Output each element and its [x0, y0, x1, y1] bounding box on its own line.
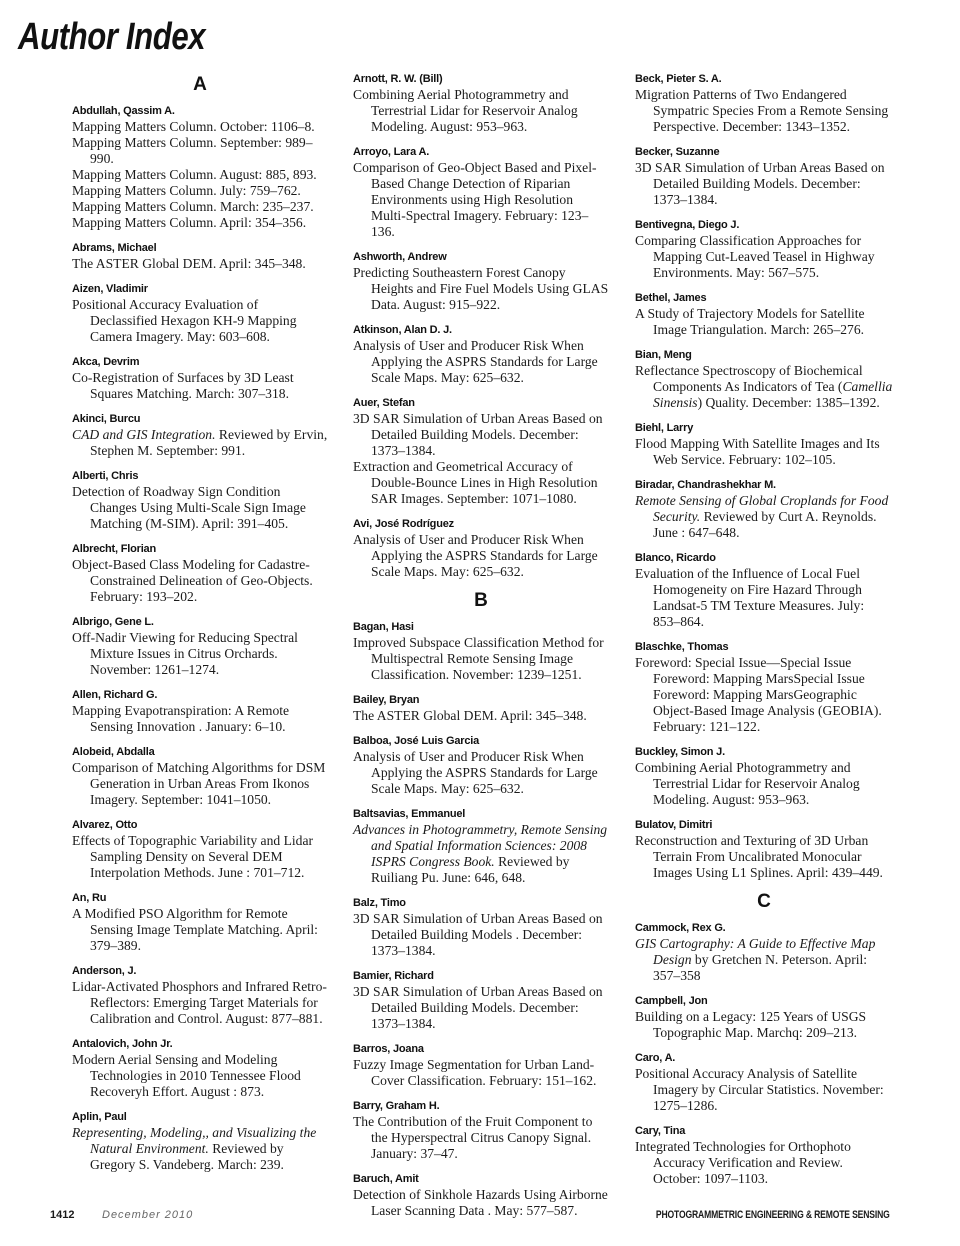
- article-citation: [353, 411, 609, 459]
- citation-text: Migration Patterns of Two Endangered Sympatric Species From a Remote Sensing Perspective. December: 1343–1352.: [635, 87, 889, 134]
- article-citation: [72, 630, 328, 678]
- issue-date: December 2010: [102, 1209, 194, 1221]
- citation-text: Reconstruction and Texturing of 3D Urban Terrain From Uncalibrated Monocular Images Using L1 Splines. April: 439–449.: [635, 833, 883, 880]
- citation-text: Positional Accuracy Analysis of Satellite Imagery by Circular Statistics. November: 1275–1286.: [635, 1066, 884, 1113]
- author-entry: [353, 250, 609, 313]
- author-name: Barry, Graham H.: [353, 1100, 440, 1112]
- author-entry: [635, 818, 893, 881]
- author-name: Biehl, Larry: [635, 422, 694, 434]
- citation-text: Improved Subspace Classification Method for Multispectral Remote Sensing Image Classification. November: 1239–1251.: [353, 635, 604, 682]
- index-column-2: [353, 72, 609, 1229]
- article-citation: [635, 436, 893, 468]
- page-number: 1412: [50, 1209, 75, 1221]
- citation-text: Comparison of Geo-Object Based and Pixel-Based Change Detection of Riparian Environments using High Resolution Multi-Spectral Imagery. February: 123–136.: [353, 160, 597, 239]
- journal-name: PHOTOGRAMMETRIC ENGINEERING & REMOTE SENSING: [656, 1209, 890, 1221]
- article-citation: [72, 703, 328, 735]
- citation-text: Lidar-Activated Phosphors and Infrared Retro-Reflectors: Emerging Target Materials for Calibration and Control. August: 877–881.: [72, 979, 327, 1026]
- author-name: Caro, A.: [635, 1052, 676, 1064]
- article-citation: [635, 936, 893, 984]
- author-name: Albrigo, Gene L.: [72, 616, 154, 628]
- article-citation: [635, 306, 893, 338]
- italic-title: Remote Sensing of Global Croplands for Food Security.: [635, 493, 889, 524]
- author-entry: [353, 145, 609, 240]
- author-name: Bethel, James: [635, 292, 707, 304]
- author-entry: [353, 620, 609, 683]
- italic-title: Advances in Photogrammetry, Remote Sensing and Spatial Information Sciences: 2008 ISPRS Congress Book.: [353, 822, 608, 869]
- author-name: Cary, Tina: [635, 1125, 686, 1137]
- citation-text: Positional Accuracy Evaluation of Declassified Hexagon KH-9 Mapping Camera Imagery. May: 603–608.: [72, 297, 297, 344]
- citation-text: 3D SAR Simulation of Urban Areas Based on Detailed Building Models. December: 1373–1384.: [353, 984, 603, 1031]
- author-entry: [72, 688, 328, 735]
- article-citation: [353, 1114, 609, 1162]
- author-name: Arnott, R. W. (Bill): [353, 73, 443, 85]
- author-entry: [635, 921, 893, 984]
- author-entry: [353, 1172, 609, 1219]
- author-name: Blaschke, Thomas: [635, 641, 729, 653]
- citation-text: Detection of Roadway Sign Condition Changes Using Multi-Scale Sign Image Matching (M-SIM). April: 391–405.: [72, 484, 306, 531]
- author-entry: [353, 734, 609, 797]
- citation-text: ) Quality. December: 1385–1392.: [697, 395, 880, 410]
- author-name: Akca, Devrim: [72, 356, 140, 368]
- italic-title: Camellia Sinensis: [653, 379, 893, 410]
- citation-text: Mapping Matters Column. September: 989–990.: [72, 135, 313, 166]
- article-citation: [353, 160, 609, 240]
- author-entry: [72, 282, 328, 345]
- author-entry: [353, 896, 609, 959]
- section-letter: B: [474, 590, 488, 611]
- author-name: Cammock, Rex G.: [635, 922, 726, 934]
- author-name: Atkinson, Alan D. J.: [353, 324, 452, 336]
- author-entry: [635, 1124, 893, 1187]
- author-name: Balz, Timo: [353, 897, 406, 909]
- article-citation: [353, 749, 609, 797]
- citation-text: Foreword: Special Issue—Special Issue Foreword: Mapping MarsSpecial Issue Foreword: Mapping MarsGeographic Object-Based Image Analysis (GEOBIA). February: 121–122.: [635, 655, 882, 734]
- italic-title: Representing, Modeling,, and Visualizing the Natural Environment.: [72, 1125, 317, 1156]
- article-citation: [353, 338, 609, 386]
- citation-text: by Gretchen N. Peterson. April: 357–358: [653, 952, 868, 983]
- citation-text: Analysis of User and Producer Risk When Applying the ASPRS Standards for Large Scale Maps. May: 625–632.: [353, 338, 598, 385]
- citation-text: Combining Aerial Photogrammetry and Terrestrial Lidar for Reservoir Analog Modeling. August: 953–963.: [353, 87, 578, 134]
- citation-text: Effects of Topographic Variability and Lidar Sampling Density on Several DEM Interpolation Methods. June : 701–712.: [72, 833, 314, 880]
- article-citation: [72, 135, 328, 167]
- citation-text: 3D SAR Simulation of Urban Areas Based on Detailed Building Models. December: 1373–1384.: [635, 160, 885, 207]
- author-entry: [635, 745, 893, 808]
- author-entry: [72, 964, 328, 1027]
- author-entry: [72, 615, 328, 678]
- citation-text: Reviewed by Gregory S. Vandeberg. March: 239.: [90, 1141, 284, 1172]
- author-entry: [635, 994, 893, 1041]
- citation-text: Fuzzy Image Segmentation for Urban Land-Cover Classification. February: 151–162.: [353, 1057, 597, 1088]
- article-citation: [635, 493, 893, 541]
- author-entry: [353, 517, 609, 580]
- article-citation: [353, 1057, 609, 1089]
- author-entry: [353, 1042, 609, 1089]
- author-entry: [353, 323, 609, 386]
- article-citation: [72, 484, 328, 532]
- article-citation: [353, 87, 609, 135]
- article-citation: [353, 265, 609, 313]
- author-entry: [72, 412, 328, 459]
- author-name: Aplin, Paul: [72, 1111, 127, 1123]
- author-entry: [72, 891, 328, 954]
- author-entry: [635, 291, 893, 338]
- author-name: Beck, Pieter S. A.: [635, 73, 722, 85]
- italic-title: GIS Cartography: A Guide to Effective Map Design: [635, 936, 876, 967]
- article-citation: [635, 363, 893, 411]
- author-name: Antalovich, John Jr.: [72, 1038, 173, 1050]
- author-name: Alberti, Chris: [72, 470, 139, 482]
- citation-text: Reviewed by Curt A. Reynolds. June : 647–648.: [653, 509, 877, 540]
- citation-text: Extraction and Geometrical Accuracy of Double-Bounce Lines in High Resolution SAR Images. September: 1071–1080.: [353, 459, 598, 506]
- citation-text: 3D SAR Simulation of Urban Areas Based on Detailed Building Models . December: 1373–1384.: [353, 911, 603, 958]
- citation-text: Mapping Matters Column. August: 885, 893.: [72, 167, 317, 182]
- article-citation: [635, 655, 893, 735]
- author-entry: [635, 640, 893, 735]
- citation-text: Mapping Evapotranspiration: A Remote Sensing Innovation . January: 6–10.: [72, 703, 290, 734]
- author-name: Bailey, Bryan: [353, 694, 420, 706]
- author-name: Ashworth, Andrew: [353, 251, 447, 263]
- citation-text: Off-Nadir Viewing for Reducing Spectral Mixture Issues in Citrus Orchards. November: 1261–1274.: [72, 630, 298, 677]
- author-name: Blanco, Ricardo: [635, 552, 716, 564]
- article-citation: [353, 1187, 609, 1219]
- citation-text: Co-Registration of Surfaces by 3D Least Squares Matching. March: 307–318.: [72, 370, 294, 401]
- author-name: Campbell, Jon: [635, 995, 708, 1007]
- article-citation: [353, 532, 609, 580]
- article-citation: [353, 911, 609, 959]
- citation-text: Mapping Matters Column. October: 1106–8.: [72, 119, 315, 134]
- citation-text: Reviewed by Ruiliang Pu. June: 646, 648.: [371, 854, 570, 885]
- citation-text: A Modified PSO Algorithm for Remote Sensing Image Template Matching. April: 379–389.: [72, 906, 318, 953]
- citation-text: Building on a Legacy: 125 Years of USGS Topographic Map. Marchq: 209–213.: [635, 1009, 867, 1040]
- citation-text: Reflectance Spectroscopy of Biochemical Components As Indicators of Tea (: [635, 363, 863, 394]
- citation-text: The ASTER Global DEM. April: 345–348.: [353, 708, 587, 723]
- author-name: Alvarez, Otto: [72, 819, 138, 831]
- author-name: Arroyo, Lara A.: [353, 146, 430, 158]
- article-citation: [635, 1139, 893, 1187]
- author-name: Avi, José Rodríguez: [353, 518, 454, 530]
- author-name: Baruch, Amit: [353, 1173, 419, 1185]
- index-column-3: [635, 72, 893, 1197]
- article-citation: [72, 1125, 328, 1173]
- index-column-1: [72, 72, 328, 1183]
- article-citation: [353, 635, 609, 683]
- author-name: An, Ru: [72, 892, 107, 904]
- author-entry: [353, 72, 609, 135]
- author-entry: [635, 1051, 893, 1114]
- article-citation: [72, 215, 328, 231]
- author-entry: [635, 145, 893, 208]
- citation-text: Comparing Classification Approaches for Mapping Cut-Leaved Teasel in Highway Environments. May: 567–575.: [635, 233, 875, 280]
- article-citation: [635, 1066, 893, 1114]
- article-citation: [635, 1009, 893, 1041]
- section-letter: C: [757, 891, 771, 912]
- article-citation: [72, 427, 328, 459]
- author-name: Bamier, Richard: [353, 970, 434, 982]
- article-citation: [72, 199, 328, 215]
- citation-text: 3D SAR Simulation of Urban Areas Based on Detailed Building Models. December: 1373–1384.: [353, 411, 603, 458]
- article-citation: [635, 566, 893, 630]
- article-citation: [72, 1052, 328, 1100]
- author-name: Bulatov, Dimitri: [635, 819, 713, 831]
- article-citation: [353, 459, 609, 507]
- article-citation: [72, 256, 328, 272]
- article-citation: [72, 297, 328, 345]
- article-citation: [72, 183, 328, 199]
- author-name: Bentivegna, Diego J.: [635, 219, 740, 231]
- page-title: Author Index: [18, 16, 206, 58]
- citation-text: Mapping Matters Column. March: 235–237.: [72, 199, 314, 214]
- citation-text: Detection of Sinkhole Hazards Using Airborne Laser Scanning Data . May: 577–587.: [353, 1187, 608, 1218]
- author-name: Balboa, José Luis Garcia: [353, 735, 480, 747]
- author-entry: [353, 1099, 609, 1162]
- article-citation: [353, 708, 609, 724]
- citation-text: Integrated Technologies for Orthophoto Accuracy Verification and Review. October: 1097–1103.: [635, 1139, 851, 1186]
- author-name: Abrams, Michael: [72, 242, 157, 254]
- author-name: Auer, Stefan: [353, 397, 415, 409]
- author-entry: [353, 969, 609, 1032]
- author-entry: [353, 693, 609, 724]
- article-citation: [72, 370, 328, 402]
- author-name: Aizen, Vladimir: [72, 283, 148, 295]
- article-citation: [72, 833, 328, 881]
- author-entry: [72, 818, 328, 881]
- article-citation: [72, 906, 328, 954]
- author-name: Buckley, Simon J.: [635, 746, 725, 758]
- author-entry: [72, 1037, 328, 1100]
- citation-text: Flood Mapping With Satellite Images and Its Web Service. February: 102–105.: [635, 436, 880, 467]
- author-name: Anderson, J.: [72, 965, 137, 977]
- citation-text: A Study of Trajectory Models for Satellite Image Triangulation. March: 265–276.: [635, 306, 865, 337]
- citation-text: The Contribution of the Fruit Component to the Hyperspectral Citrus Canopy Signal. January: 37–47.: [353, 1114, 593, 1161]
- author-name: Biradar, Chandrashekhar M.: [635, 479, 776, 491]
- citation-text: Analysis of User and Producer Risk When Applying the ASPRS Standards for Large Scale Maps. May: 625–632.: [353, 749, 598, 796]
- author-entry: [635, 421, 893, 468]
- author-name: Barros, Joana: [353, 1043, 424, 1055]
- citation-text: Mapping Matters Column. April: 354–356.: [72, 215, 307, 230]
- article-citation: [72, 979, 328, 1027]
- author-entry: [72, 1110, 328, 1173]
- author-name: Abdullah, Qassim A.: [72, 105, 175, 117]
- author-entry: [635, 348, 893, 411]
- author-entry: [635, 551, 893, 630]
- article-citation: [72, 760, 328, 808]
- citation-text: Mapping Matters Column. July: 759–762.: [72, 183, 301, 198]
- article-citation: [72, 119, 328, 135]
- citation-text: The ASTER Global DEM. April: 345–348.: [72, 256, 306, 271]
- article-citation: [635, 160, 893, 208]
- citation-text: Modern Aerial Sensing and Modeling Technologies in 2010 Tennessee Flood Recoveryh Effort. August : 873.: [72, 1052, 301, 1099]
- article-citation: [353, 984, 609, 1032]
- article-citation: [635, 87, 893, 135]
- article-citation: [72, 167, 328, 183]
- author-entry: [72, 241, 328, 272]
- author-entry: [72, 542, 328, 605]
- article-citation: [72, 557, 328, 605]
- citation-text: Evaluation of the Influence of Local Fuel Homogeneity on Fire Hazard Through Landsat-5 TM Texture Measures. July: 853–864.: [635, 566, 865, 629]
- author-entry: [635, 72, 893, 135]
- author-name: Allen, Richard G.: [72, 689, 158, 701]
- author-entry: [353, 807, 609, 886]
- article-citation: [635, 760, 893, 808]
- citation-text: Reviewed by Ervin, Stephen M. September: 991.: [90, 427, 328, 458]
- article-citation: [635, 233, 893, 281]
- author-name: Bian, Meng: [635, 349, 692, 361]
- author-entry: [353, 396, 609, 507]
- author-entry: [635, 478, 893, 541]
- author-entry: [635, 218, 893, 281]
- author-name: Alobeid, Abdalla: [72, 746, 155, 758]
- citation-text: Comparison of Matching Algorithms for DSM Generation in Urban Areas From Ikonos Imagery. September: 1041–1050.: [72, 760, 326, 807]
- citation-text: Combining Aerial Photogrammetry and Terrestrial Lidar for Reservoir Analog Modeling. August: 953–963.: [635, 760, 860, 807]
- author-name: Albrecht, Florian: [72, 543, 156, 555]
- author-name: Baltsavias, Emmanuel: [353, 808, 466, 820]
- author-name: Akinci, Burcu: [72, 413, 141, 425]
- article-citation: [635, 833, 893, 881]
- italic-title: CAD and GIS Integration.: [72, 427, 216, 442]
- author-entry: [72, 355, 328, 402]
- section-letter: A: [193, 74, 207, 95]
- citation-text: Object-Based Class Modeling for Cadastre-Constrained Delineation of Geo-Objects. February: 193–202.: [72, 557, 313, 604]
- author-entry: [72, 104, 328, 231]
- author-entry: [72, 469, 328, 532]
- author-name: Bagan, Hasi: [353, 621, 414, 633]
- author-entry: [72, 745, 328, 808]
- citation-text: Predicting Southeastern Forest Canopy Heights and Fire Fuel Models Using GLAS Data. August: 915–922.: [353, 265, 609, 312]
- citation-text: Analysis of User and Producer Risk When Applying the ASPRS Standards for Large Scale Maps. May: 625–632.: [353, 532, 598, 579]
- author-name: Becker, Suzanne: [635, 146, 720, 158]
- article-citation: [353, 822, 609, 886]
